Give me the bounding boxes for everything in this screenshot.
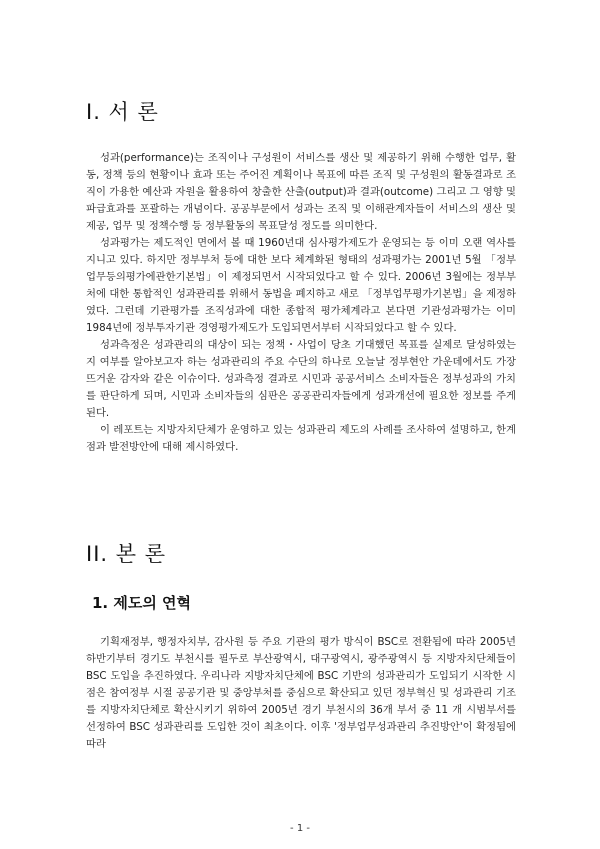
- page-number: - 1 -: [290, 823, 310, 834]
- history-body: [86, 634, 516, 753]
- paragraph: 성과측정은 성과관리의 대상이 되는 정책・사업이 당초 기대했던 목표를 실제로 달성하였는지 여부를 알아보고자 하는 성과관리의 주요 수단의 하나로 오늘날 정부현안 가운데에서도 가장 뜨거운 감자와 같은 이슈이다. 성과측정 결과로 시민과 공공서비스 소비자들은 정부성과의 가치를 판단하게 되며, 시민과 소비자들의 심판은 공공관리자들에게 성과개선에 필요한 정보를 주게 된다.: [86, 339, 516, 419]
- introduction-body: [86, 150, 516, 456]
- paragraph: 성과(performance)는 조직이나 구성원이 서비스를 생산 및 제공하기 위해 수행한 업무, 활동, 정책 등의 현황이나 효과 또는 주어진 계획이나 목표에 따른 조직 및 구성원의 활동결과로 조직이 가용한 예산과 자원을 활용하여 창출한 산출(output)과 결과(outcome) 그리고 그 영향 및 파급효과를 포괄하는 개념이다. 공공부문에서 성과는 조직 및 이해관계자들이 서비스의 생산 및 제공, 업무 및 정책수행 등 정부활동의 목표달성 정도를 의미한다.: [86, 152, 516, 232]
- section-heading-main: II. 본 론: [86, 542, 166, 566]
- paragraph: 성과평가는 제도적인 면에서 볼 때 1960년대 심사평가제도가 운영되는 등 이미 오랜 역사를 지니고 있다. 하지만 정부부처 등에 대한 보다 체계화된 형태의 성과평가는 2001년 5월 「정부업무등의평가에관한기본법」이 제정되면서 시작되었다고 할 수 있다. 2006년 3월에는 정부부처에 대한 통합적인 성과관리를 위해서 동법을 폐지하고 새로 「정부업무평가기본법」을 제정하였다. 그런데 기관평가를 조직성과에 대한 종합적 평가체계라고 본다면 기관성과평가는 이미 1984년에 정부투자기관 경영평가제도가 도입되면서부터 시작되었다고 할 수 있다.: [86, 237, 516, 334]
- paragraph: 이 레포트는 지방자치단체가 운영하고 있는 성과관리 제도의 사례를 조사하여 설명하고, 한계점과 발전방안에 대해 제시하였다.: [86, 424, 516, 453]
- subsection-heading: 1. 제도의 연혁: [92, 594, 192, 612]
- paragraph: 기획재정부, 행정자치부, 감사원 등 주요 기관의 평가 방식이 BSC로 전환됨에 따라 2005년 하반기부터 경기도 부천시를 필두로 부산광역시, 대구광역시, 광주광역시 등 지방자치단체들이 BSC 도입을 추진하였다. 우리나라 지방자치단체에 BSC 기반의 성과관리가 도입되기 시작한 시점은 참여정부 시절 공공기관 및 중앙부처를 중심으로 확산되고 있던 정부혁신 및 성과관리 기조를 지방자치단체로 확산시키기 위하여 2005년 경기 부천시의 36개 부서 중 11 개 시범부서를 선정하여 BSC 성과관리를 도입한 것이 최초이다. 이후 '정부업무성과관리 추진방안'이 확정됨에 따라: [86, 636, 516, 750]
- section-heading-introduction: I. 서 론: [86, 100, 159, 124]
